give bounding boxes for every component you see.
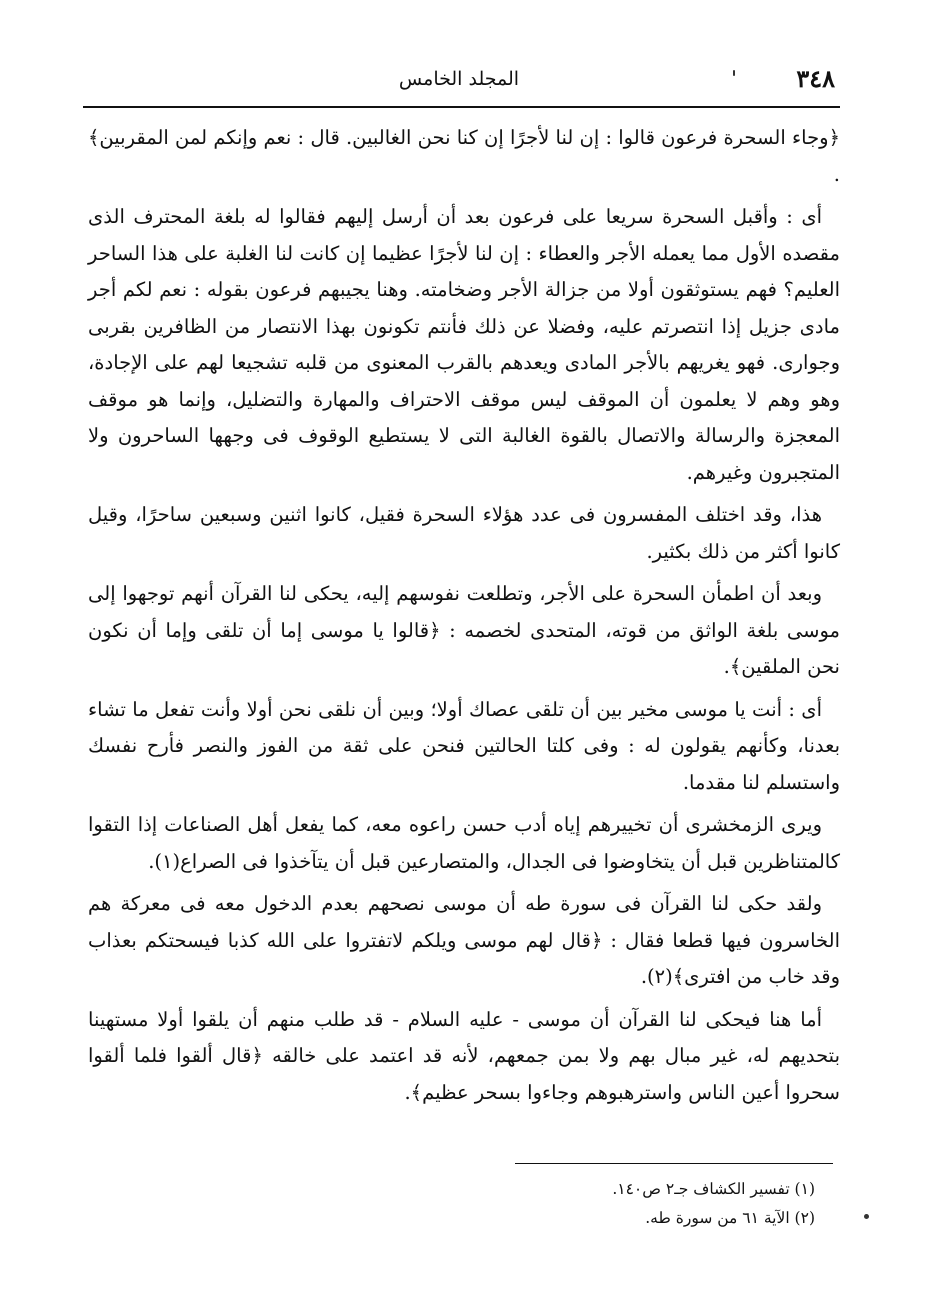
paragraph-5: أى : أنت يا موسى مخير بين أن تلقى عصاك أولا؛ وبين أن نلقى نحن أولا وأنت تفعل ما تشاء بعدنا، وكأنهم يقولون له : وفى كلتا الحالتين فنحن على ثقة من الفوز والنصر فأرح نفسك واستسلم لنا مقدما. bbox=[88, 697, 840, 794]
running-title: المجلد الخامس bbox=[398, 68, 520, 90]
paragraph-8: أما هنا فيحكى لنا القرآن أن موسى - عليه السلام - قد طلب منهم أن يلقوا أولا مستهينا بتحديهم له، غير مبال بهم ولا بمن جمعهم، لأنه قد اعتمد على خالقه ﴿قال ألقوا فلما ألقوا سحروا أعين الناس واسترهبوهم وجاءوا بسحر عظيم﴾. bbox=[88, 1007, 840, 1104]
page-header bbox=[83, 62, 835, 102]
scan-speck bbox=[864, 1214, 869, 1219]
paragraph-4: وبعد أن اطمأن السحرة على الأجر، وتطلعت نفوسهم إليه، يحكى لنا القرآن أنهم توجهوا إلى موسى بلغة الواثق من قوته، المتحدى لخصمه : ﴿قالوا يا موسى إما أن تلقى وإما أن نكون نحن الملقين﴾. bbox=[88, 582, 840, 678]
paragraph-3: هذا، وقد اختلف المفسرون فى عدد هؤلاء السحرة فقيل، كانوا اثنين وسبعين ساحرًا، وقيل كانوا أكثر من ذلك بكثير. bbox=[88, 503, 840, 563]
paragraph-7: ولقد حكى لنا القرآن فى سورة طه أن موسى نصحهم بعدم الدخول معه فى معركة هم الخاسرون فيها قطعا فقال : ﴿قال لهم موسى ويلكم لاتفتروا على الله كذبا فيسحتكم بعذاب وقد خاب من افترى﴾(٢). bbox=[88, 892, 840, 988]
footnote-rule bbox=[515, 1163, 833, 1164]
footnote-1: (١) تفسير الكشاف جـ٢ ص١٤٠. bbox=[612, 1180, 815, 1198]
page-number: ٣٤٨ bbox=[796, 64, 835, 93]
body-text bbox=[88, 120, 840, 1117]
scan-speck bbox=[733, 70, 735, 76]
header-rule bbox=[83, 106, 840, 108]
paragraph-1: ﴿وجاء السحرة فرعون قالوا : إن لنا لأجرًا إن كنا نحن الغالبين. قال : نعم وإنكم لمن المقربين﴾ . bbox=[88, 126, 840, 186]
paragraph-2: أى : وأقبل السحرة سريعا على فرعون بعد أن أرسل إليهم فقالوا له بلغة المحترف الذى مقصده الأول مما يعمله الأجر والعطاء : إن لنا لأجرًا عظيما إن كانت لنا الغلبة على هذا الساحر العليم؟ فهم يستوثقون أولا من جزالة الأجر وضخامته. وهنا يجيبهم فرعون بقوله : نعم لكم أجر مادى جزيل إذا انتصرتم عليه، وفضلا عن ذلك فأنتم تكونون بهذا الانتصار من الظافرين بقربى وجوارى. فهو يغريهم بالأجر المادى ويعدهم بالقرب المعنوى من قلبه تشجيعا لهم على الإجادة، وهو وهم لا يعلمون أن الموقف ليس موقف الاحتراف والمهارة والتضليل، وإنما هو موقف المعجزة والرسالة والاتصال بالقوة الغالبة التى لا يستطيع الوقوف فى وجهها الساحرون ولا المتجبرون وغيرهم. bbox=[88, 205, 840, 484]
footnote-2: (٢) الآية ٦١ من سورة طه. bbox=[645, 1209, 815, 1227]
footnotes bbox=[395, 1175, 815, 1233]
paragraph-6: ويرى الزمخشرى أن تخييرهم إياه أدب حسن راعوه معه، كما يفعل أهل الصناعات إذا التقوا كالمتناظرين قبل أن يتخاوضوا فى الجدال، والمتصارعين قبل أن يتآخذوا فى الصراع(١). bbox=[88, 813, 840, 873]
